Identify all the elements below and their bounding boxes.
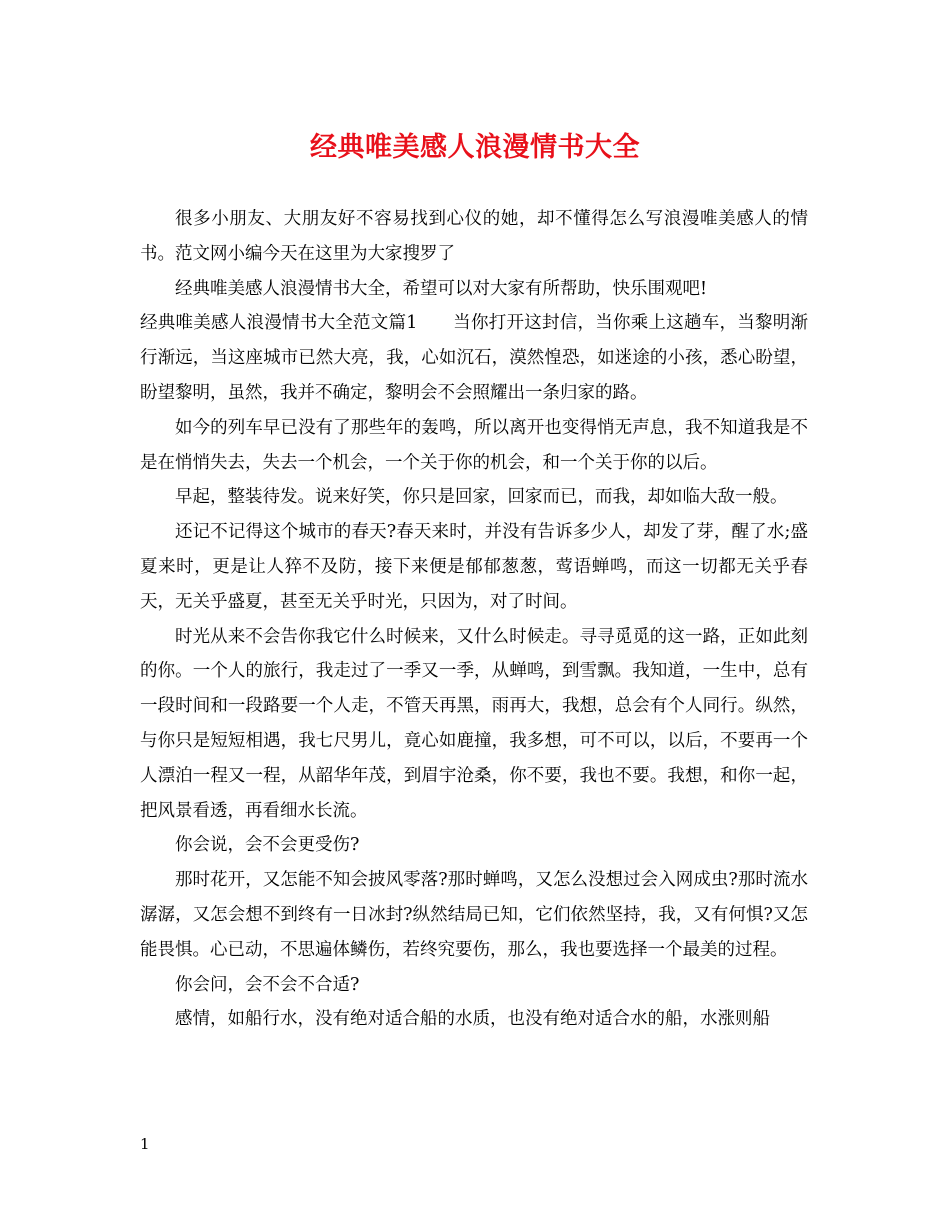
paragraph: 你会说，会不会更受伤? <box>175 835 360 856</box>
paragraph: 时光从来不会告你我它什么时候来，又什么时候走。寻寻觅觅的这一路，正如此刻的你。一个人的旅行，我走过了一季又一季，从蝉鸣，到雪飘。我知道，一生中，总有一段时间和一段路要一个人走，不管天再黑，雨再大，我想，总会有个人同行。纵然，与你只是短短相遇，我七尺男儿，竟心如鹿撞，我多想，可不可以，以后，不要再一个人漂泊一程又一程，从韶华年茂，到眉宇沧桑，你不要，我也不要。我想，和你一起，把风景看透，再看细水长流。 <box>140 626 808 821</box>
paragraph: 你会问，会不会不合适? <box>175 974 360 995</box>
paragraph: 还记不记得这个城市的春天?春天来时，并没有告诉多少人，却发了芽，醒了水;盛夏来时，更是让人猝不及防，接下来便是郁郁葱葱，莺语蝉鸣，而这一切都无关乎春天，无关乎盛夏，甚至无关乎时光，只因为，对了时间。 <box>140 522 808 612</box>
paragraph: 感情，如船行水，没有绝对适合船的水质，也没有绝对适合水的船，水涨则船 <box>175 1009 770 1030</box>
paragraph: 经典唯美感人浪漫情书大全，希望可以对大家有所帮助，快乐围观吧! <box>175 278 708 299</box>
document-title: 经典唯美感人浪漫情书大全 <box>310 132 640 163</box>
paragraph: 那时花开，又怎能不知会披风零落?那时蝉鸣，又怎么没想过会入网成虫?那时流水潺潺，又怎会想不到终有一日冰封?纵然结局已知，它们依然坚持，我，又有何惧?又怎能畏惧。心已动，不思遍体鳞伤，若终究要伤，那么，我也要选择一个最美的过程。 <box>140 870 808 960</box>
page-number: 1 <box>140 1135 150 1153</box>
paragraph: 早起，整装待发。说来好笑，你只是回家，回家而已，而我，却如临大敌一般。 <box>175 487 788 508</box>
paragraph: 很多小朋友、大朋友好不容易找到心仪的她，却不懂得怎么写浪漫唯美感人的情书。范文网小编今天在这里为大家搜罗了 <box>140 209 808 264</box>
paragraph: 经典唯美感人浪漫情书大全范文篇1 当你打开这封信，当你乘上这趟车，当黎明渐行渐远，当这座城市已然大亮，我，心如沉石，漠然惶恐，如迷途的小孩，悉心盼望，盼望黎明，虽然，我并不确定，黎明会不会照耀出一条归家的路。 <box>140 313 808 403</box>
document-body <box>140 202 808 1037</box>
paragraph: 如今的列车早已没有了那些年的轰鸣，所以离开也变得悄无声息，我不知道我是不是在悄悄失去，失去一个机会，一个关于你的机会，和一个关于你的以后。 <box>140 417 808 473</box>
